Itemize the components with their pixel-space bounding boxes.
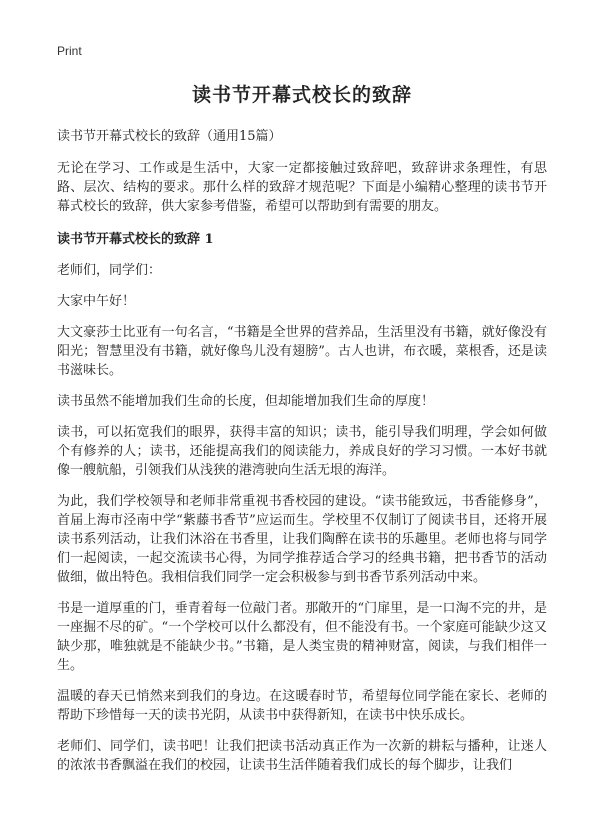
paragraph: 为此，我们学校领导和老师非常重视书香校园的建设。“读书能致远，书香能修身”，首届上海市泾南中学“紫藤书香节”应运而生。学校里不仅制订了阅读书目，还将开展读书系列活动，让我们沐浴在书香里，让我们陶醉在读书的乐趣里。老师也将与同学们一起阅读，一起交流读书心得，为同学推荐适合学习的经典书籍，把书香节的活动做细，做出特色。我相信我们同学一定会积极参与到书香节系列活动中来。 [57,494,547,585]
paragraph: 读书，可以拓宽我们的眼界，获得丰富的知识；读书，能引导我们明理，学会如何做个有修养的人；读书，还能提高我们的阅读能力，养成良好的学习习惯。一本好书就像一艘航船，引领我们从浅狭的港湾驶向生活无垠的海洋。 [57,425,547,478]
print-link[interactable]: Print [57,44,82,58]
document-body [57,70,547,775]
section-heading: 读书节开幕式校长的致辞 1 [57,232,214,247]
document-subtitle: 读书节开幕式校长的致辞（通用15篇） [57,129,282,144]
paragraph: 读书虽然不能增加我们生命的长度，但却能增加我们生命的厚度！ [57,394,435,409]
paragraph: 大文豪莎士比亚有一句名言，“书籍是全世界的营养品，生活里没有书籍，就好像没有阳光；智慧里没有书籍，就好像鸟儿没有翅膀”。古人也讲，布衣暖，菜根香，还是读书滋味长。 [57,325,547,378]
paragraph: 温暖的春天已悄然来到我们的身边。在这暖春时节，希望每位同学能在家长、老师的帮助下珍惜每一天的读书光阴，从读书中获得新知，在读书中快乐成长。 [57,689,547,723]
paragraph: 老师们、同学们，读书吧！让我们把读书活动真正作为一次新的耕耘与播种，让迷人的浓浓书香飘溢在我们的校园，让读书生活伴随着我们成长的每个脚步，让我们 [57,739,547,773]
paragraph: 书是一道厚重的门，垂青着每一位敲门者。那敞开的“门扉里，是一口淘不完的井，是一座掘不尽的矿。“一个学校可以什么都没有，但不能没有书。一个家庭可能缺少这又缺少那，唯独就是不能缺少书。”书籍，是人类宝贵的精神财富，阅读，与我们相伴一生。 [57,601,547,673]
paragraph: 大家中午好！ [57,294,136,309]
intro-paragraph: 无论在学习、工作或是生活中，大家一定都接触过致辞吧，致辞讲求条理性，有思路、层次、结构的要求。那什么样的致辞才规范呢？下面是小编精心整理的读书节开幕式校长的致辞，供大家参考借鉴，希望可以帮助到有需要的朋友。 [57,161,547,214]
page-title: 读书节开幕式校长的致辞 [191,84,412,106]
paragraph: 老师们，同学们： [57,263,162,278]
